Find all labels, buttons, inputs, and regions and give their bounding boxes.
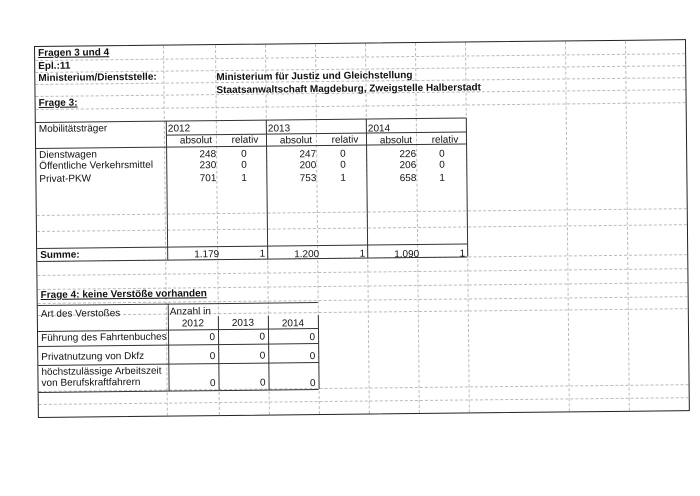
row-label: Privatnutzung von Dkfz: [41, 350, 145, 363]
year-header: 2013: [231, 317, 255, 329]
gridline: [36, 102, 686, 110]
cell-value: 0: [259, 377, 266, 389]
cell-value: 206: [399, 160, 417, 172]
row-label: Führung des Fahrtenbuches: [41, 331, 167, 344]
cell-value: 0: [309, 378, 316, 390]
row-label: Öffentliche Verkehrsmittel: [39, 159, 154, 172]
subheader-absolut: absolut: [379, 135, 413, 147]
sum-value: 1.090: [394, 248, 420, 261]
count-header: Anzahl in: [169, 306, 211, 318]
cell-value: 0: [309, 332, 316, 344]
ministry-name: Ministerium für Justiz und Gleichstellung: [216, 70, 413, 84]
row-label: Privat-PKW: [39, 173, 92, 185]
cell-value: 0: [340, 159, 346, 171]
cell-value: 753: [299, 173, 317, 185]
cell-value: 0: [241, 148, 247, 160]
cell-value: 1: [340, 172, 347, 184]
sum-value: 1.179: [194, 249, 220, 261]
sum-value: 1: [359, 248, 366, 260]
year-header: 2012: [167, 123, 191, 135]
ministry-label: Ministerium/Dienststelle:: [38, 71, 157, 84]
year-header: 2012: [181, 318, 205, 330]
table-border: [38, 343, 318, 347]
spreadsheet-page: [34, 39, 690, 418]
cell-value: 200: [299, 160, 317, 172]
cell-value: 247: [299, 149, 317, 161]
gridline: [39, 397, 689, 405]
table-border: [318, 315, 320, 389]
sum-value: 1: [459, 248, 466, 260]
cell-value: 1: [241, 172, 248, 184]
cell-value: 0: [309, 351, 316, 363]
year-header: 2013: [267, 123, 291, 135]
row-label: von Berufskraftfahrern: [41, 376, 141, 389]
subheader-relativ: relativ: [431, 134, 459, 146]
subheader-absolut: absolut: [279, 135, 313, 147]
gridline: [38, 308, 688, 316]
cell-value: 230: [199, 160, 217, 172]
cell-value: 0: [439, 159, 445, 171]
sum-value: 1: [259, 248, 266, 260]
cell-value: 0: [259, 350, 266, 362]
sum-label: Summe:: [40, 249, 80, 261]
cell-value: 0: [209, 351, 216, 363]
document-title: Fragen 3 und 4: [38, 47, 110, 59]
frage4-heading: Frage 4: keine Verstöße vorhanden: [40, 288, 207, 301]
cell-value: 248: [199, 149, 217, 161]
gridline: [35, 53, 685, 61]
cell-value: 0: [241, 159, 247, 171]
subheader-absolut: absolut: [179, 135, 213, 147]
row-label: Dienstwagen: [39, 149, 98, 161]
year-header: 2014: [367, 123, 391, 135]
frage3-heading: Frage 3:: [38, 97, 78, 109]
gridline: [37, 268, 687, 276]
column-header-mobilitaetstraeger: Mobilitätsträger: [38, 123, 108, 135]
column-header-art: Art des Verstoßes: [40, 308, 121, 320]
cell-value: 0: [439, 148, 445, 160]
sum-value: 1.200: [294, 249, 320, 261]
gridline: [37, 208, 687, 216]
cell-value: 226: [399, 149, 417, 161]
table-border: [36, 117, 466, 123]
year-header: 2014: [281, 318, 305, 330]
cell-value: 0: [209, 332, 216, 344]
row-label: höchstzulässige Arbeitszeit: [41, 365, 162, 378]
subheader-relativ: relativ: [331, 134, 359, 146]
subheader-relativ: relativ: [231, 134, 259, 146]
cell-value: 1: [439, 172, 446, 184]
office-name: Staatsanwaltschaft Magdeburg, Zweigstelle Halberstadt: [216, 82, 482, 97]
cell-value: 0: [340, 148, 346, 160]
cell-value: 0: [209, 378, 216, 390]
gridline: [37, 224, 687, 232]
table-border: [466, 117, 468, 256]
cell-value: 658: [399, 173, 417, 185]
cell-value: 701: [199, 173, 217, 185]
epl-label: Epl.:11: [38, 60, 71, 72]
cell-value: 0: [259, 331, 266, 343]
table-border: [38, 362, 318, 366]
